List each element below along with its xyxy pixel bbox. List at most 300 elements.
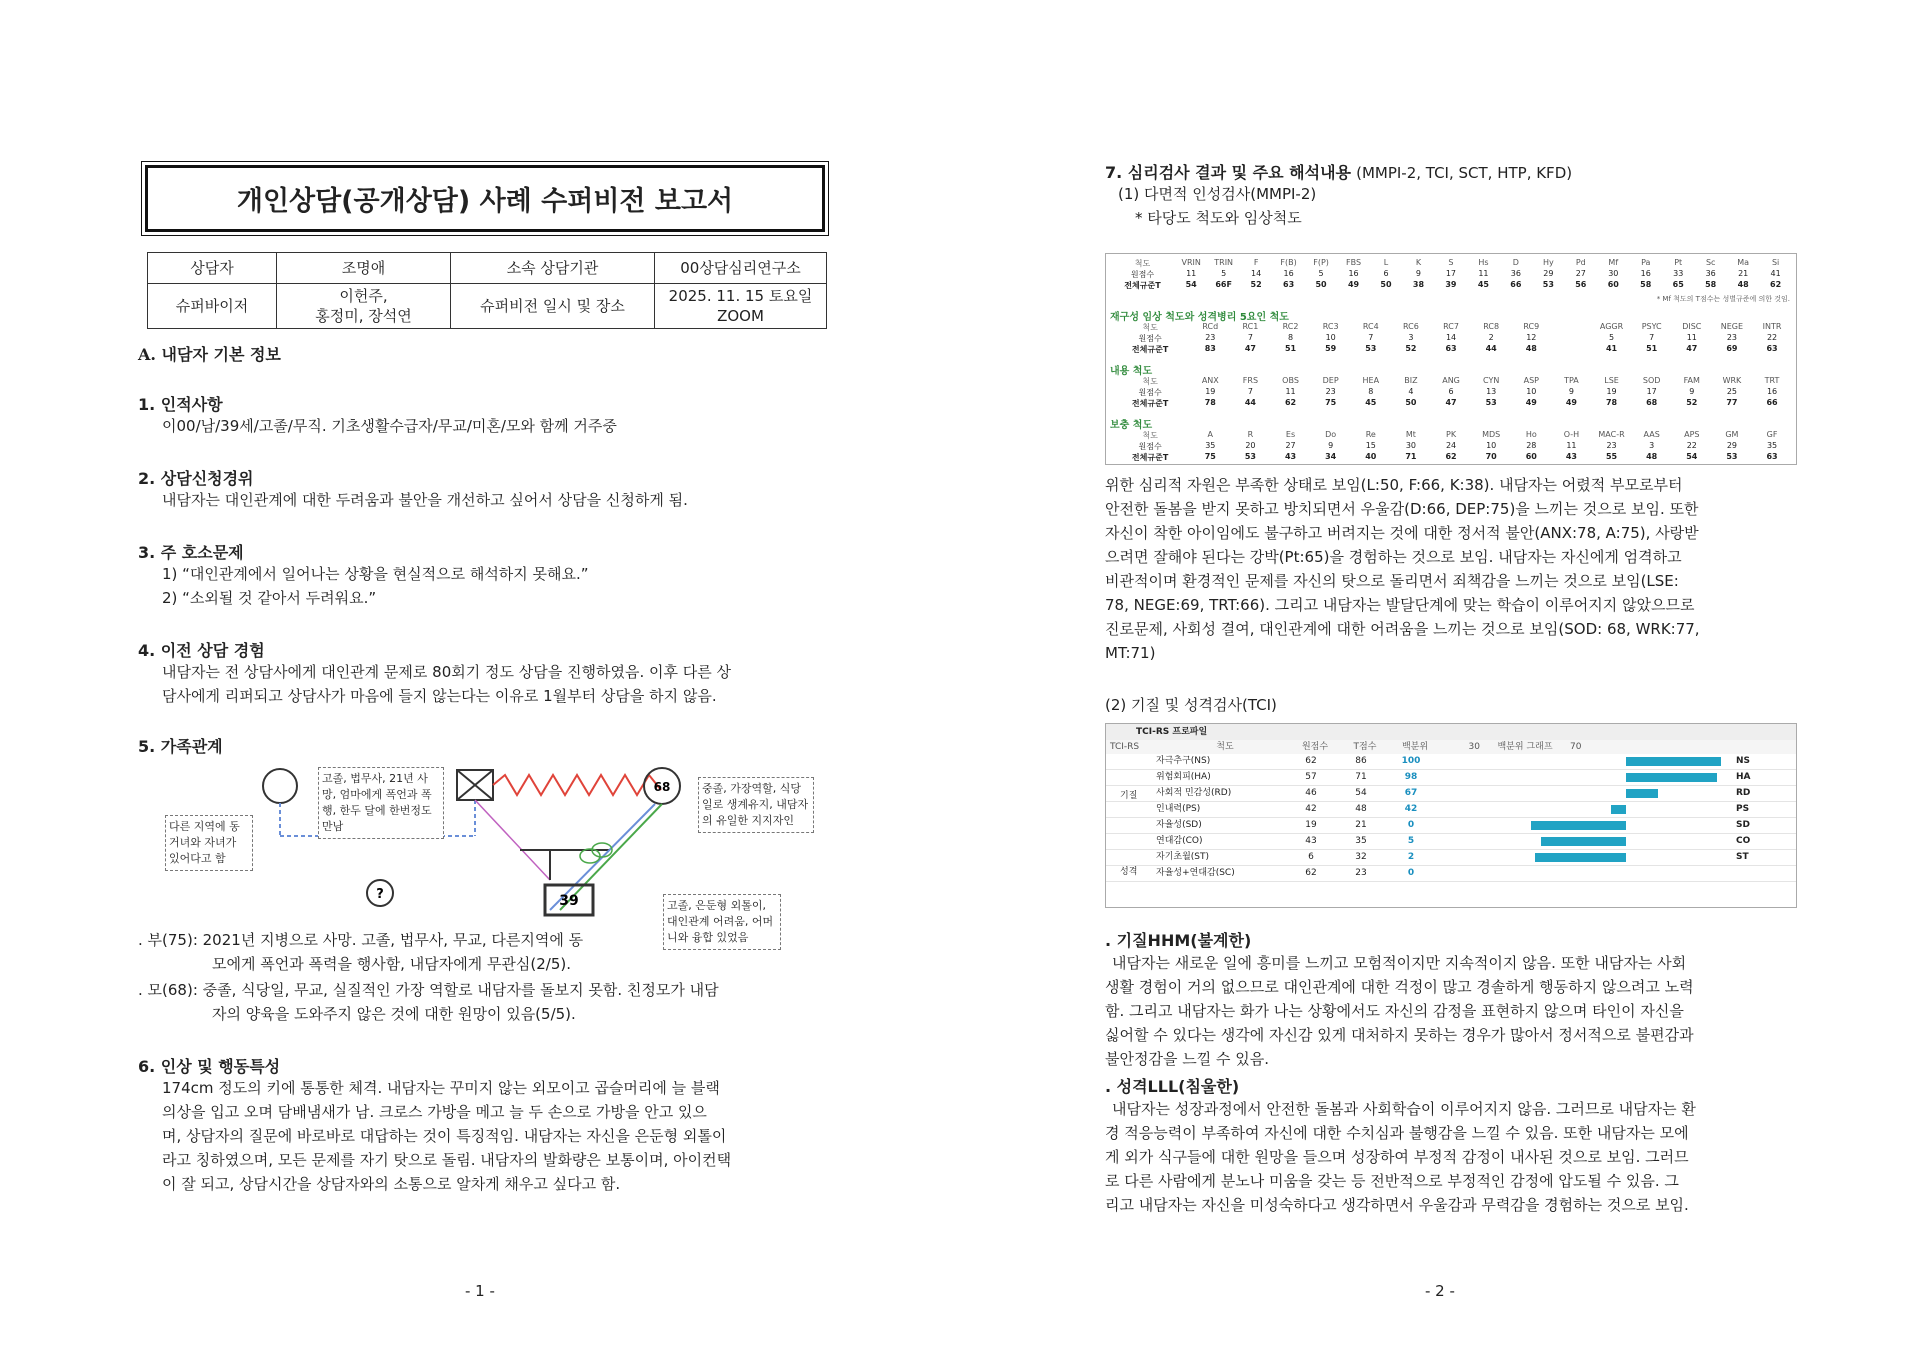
cell: 슈퍼바이저 [148, 284, 277, 329]
mmpi-cell: Hs [1478, 258, 1489, 267]
supervisor-2: 홍정미, 장석연 [315, 307, 412, 325]
mmpi-cell: F(P) [1313, 258, 1329, 267]
mmpi-p-7: 진로문제, 사회성 결여, 대인관계에 대한 어려움을 느끼는 것으로 보임(SOD: 68, WRK:77, [1105, 620, 1700, 638]
tci-cell [1106, 834, 1156, 849]
mmpi-cell: 71 [1405, 452, 1417, 461]
tci-code: PS [1736, 804, 1750, 814]
tci-cell: 0 [1407, 820, 1415, 830]
tci-cell [1106, 850, 1156, 865]
s3-heading: 3. 주 호소문제 [138, 543, 244, 562]
tci-cell: 19 [1305, 820, 1317, 830]
tci-h3: T점수 [1353, 742, 1377, 752]
mmpi-cell: Pt [1674, 258, 1683, 267]
tci-row [1106, 786, 1796, 802]
tci-code: RD [1736, 788, 1751, 798]
mmpi-cell: VRIN [1181, 258, 1201, 267]
mmpi-cell: GF [1766, 430, 1778, 439]
cell [655, 284, 827, 329]
mmpi-p-5: 비관적이며 환경적인 문제를 자신의 탓으로 돌리면서 죄책감을 느끼는 것으로 보임(LSE: [1105, 572, 1679, 590]
mmpi-cell: 44 [1244, 398, 1256, 407]
mmpi-cell: 7 [1649, 333, 1655, 342]
mmpi-cell: 5 [1609, 333, 1615, 342]
mmpi-cell: RC6 [1403, 322, 1419, 331]
cell: 00상담심리연구소 [655, 253, 827, 284]
mmpi-cell: Re [1365, 430, 1376, 439]
mmpi-cell: 3 [1649, 441, 1655, 450]
client-age: 39 [559, 893, 579, 909]
mmpi-raw-2 [1110, 333, 1792, 343]
s6-line-4: 라고 칭하였으며, 모든 문제를 자기 탓으로 돌림. 내담자의 발화량은 보통이며, 아이컨택 [162, 1151, 732, 1169]
mmpi-cell: RC2 [1282, 322, 1299, 331]
mmpi-cell: 전체규준T [1131, 453, 1169, 462]
s7-heading-wrap [1105, 160, 1572, 183]
tci-h4: 백분위 [1401, 742, 1429, 752]
tci-cell [1106, 818, 1156, 833]
tci-h5: 백분위 그래프 [1497, 742, 1553, 752]
grandmother-symbol [263, 769, 297, 803]
hhm-line-1: 내담자는 새로운 일에 흥미를 느끼고 모험적이지만 지속적이지 않음. 또한 내담자는 사회 [1112, 954, 1687, 972]
mmpi-cell: 45 [1365, 398, 1377, 407]
section-a-heading: A. 내담자 기본 정보 [138, 345, 281, 364]
lll-line-5: 리고 내담자는 자신을 미성숙하다고 생각하면서 우울감과 무력감을 경험하는 것으로 보임. [1105, 1196, 1689, 1214]
supervisor-1: 이헌주, [339, 287, 388, 305]
mmpi-cell: 5 [1318, 269, 1324, 278]
mmpi-cell: 24 [1445, 441, 1457, 450]
mmpi-raw-1 [1110, 269, 1792, 279]
mmpi-cell: 30 [1405, 441, 1417, 450]
mmpi-cell: 3 [1408, 333, 1414, 342]
mmpi-cell: 11 [1285, 387, 1296, 396]
mmpi-cell: TPA [1564, 376, 1579, 385]
tci-row [1106, 770, 1796, 786]
mmpi-cell: 52 [1686, 398, 1698, 407]
mmpi-cell: TRT [1764, 376, 1780, 385]
mmpi-cell: 23 [1726, 333, 1738, 342]
mmpi-cell: 22 [1766, 333, 1778, 342]
mmpi-cell: 75 [1204, 452, 1216, 461]
info-table [147, 252, 827, 329]
mmpi-cell: 54 [1185, 280, 1197, 289]
mmpi-subheading: * 타당도 척도와 임상척도 [1135, 209, 1302, 227]
tci-cell [1106, 802, 1156, 817]
tci-cell: 위험회피(HA) [1156, 772, 1211, 782]
lll-line-2: 경 적응능력이 부족하여 자신에 대한 수치심과 불행감을 느낄 수 있음. 또한 내담자는 모에 [1105, 1124, 1689, 1142]
mmpi-cell: 전체규준T [1131, 345, 1169, 354]
unknown-mark: ? [376, 887, 384, 902]
mmpi-cell: 68 [1646, 398, 1658, 407]
s1-text: 이00/남/39세/고졸/무직. 기초생활수급자/무교/미혼/모와 함께 거주중 [162, 417, 617, 435]
s6-line-1: 174cm 정도의 키에 통통한 체격. 내담자는 꾸미지 않는 외모이고 곱슬머리에 늘 블랙 [162, 1079, 720, 1097]
mmpi-cell: 19 [1205, 387, 1216, 396]
mother-desc-2: 자의 양육을 도와주지 않은 것에 대한 원망이 있음(5/5). [212, 1005, 576, 1023]
mmpi-cell: APS [1684, 430, 1700, 439]
mmpi-cell: 15 [1365, 441, 1376, 450]
date: 2025. 11. 15 토요일 [668, 287, 813, 305]
mmpi-cell: K [1415, 258, 1422, 267]
mmpi-cell: 10 [1486, 441, 1497, 450]
mmpi-cell: 63 [1283, 280, 1295, 289]
mmpi-cell: RC8 [1483, 322, 1500, 331]
father-desc-2: 모에게 폭언과 폭력을 행사함, 내담자에게 무관심(2/5). [212, 955, 572, 973]
mmpi-cell: 35 [1766, 441, 1778, 450]
mmpi-cell: GM [1725, 430, 1739, 439]
mmpi-cell: Pd [1575, 258, 1586, 267]
lll-line-1: 내담자는 성장과정에서 안전한 돌봄과 사회학습이 이루어지지 않음. 그러므로 내담자는 환 [1112, 1100, 1696, 1118]
mmpi-cell: DISC [1682, 322, 1702, 331]
tci-cell: 100 [1401, 756, 1421, 766]
page-number-2: - 2 - [1425, 1282, 1455, 1300]
tci-cell: 48 [1355, 804, 1367, 814]
tci-cell: 98 [1404, 772, 1418, 782]
tci-cell: 2 [1407, 852, 1415, 862]
mmpi-cell: 5 [1221, 269, 1227, 278]
tci-row [1106, 834, 1796, 850]
lll-line-3: 게 외가 식구들에 대한 원망을 들으며 성장하여 부정적 감정이 내사된 것으로 보임. 그러므 [1105, 1148, 1689, 1166]
mmpi-cell: 29 [1726, 441, 1738, 450]
tci-h2: 원점수 [1301, 742, 1329, 752]
mmpi-cell: 63 [1766, 344, 1778, 353]
mmpi-cell: RC4 [1362, 322, 1379, 331]
mmpi-cell: 척도 [1142, 377, 1158, 386]
mmpi-cell: 75 [1325, 398, 1337, 407]
tci-cell: 연대감(CO) [1156, 836, 1203, 846]
mmpi-cell: 8 [1288, 333, 1294, 342]
s6-line-5: 이 잘 되고, 상담시간을 상담자와의 소통으로 알차게 채우고 싶다고 함. [162, 1175, 621, 1193]
cell: 슈퍼비전 일시 및 장소 [451, 284, 655, 329]
mmpi-cell: ASP [1523, 376, 1539, 385]
mmpi-cell: FRS [1242, 376, 1259, 385]
tci-rows [1106, 754, 1796, 882]
mmpi-cell: 19 [1606, 387, 1617, 396]
mmpi-cell: FBS [1346, 258, 1362, 267]
mmpi-p-2: 안전한 돌봄을 받지 못하고 방치되면서 우울감(D:66, DEP:75)을 느끼는 것으로 보임. 또한 [1105, 500, 1699, 518]
mmpi-cell: 62 [1445, 452, 1457, 461]
tci-profile [1105, 723, 1797, 908]
tci-cell: 6 [1308, 852, 1314, 862]
mmpi-cell: 53 [1542, 280, 1554, 289]
mmpi-cell: 48 [1525, 344, 1537, 353]
mmpi-note: * Mf 척도의 T점수는 성별규준에 의한 것임. [1656, 295, 1790, 303]
mmpi-cell: 60 [1607, 280, 1619, 289]
mmpi-p-8: MT:71) [1105, 644, 1156, 662]
s3-text-1: 1) “대인관계에서 일어나는 상황을 현실적으로 해석하지 못해요.” [162, 565, 589, 583]
mmpi-cell: 7 [1247, 387, 1253, 396]
mmpi-cell: 50 [1380, 280, 1392, 289]
mmpi-cell: 44 [1485, 344, 1497, 353]
s7-heading-sub: (MMPI-2, TCI, SCT, HTP, KFD) [1356, 164, 1573, 182]
mmpi-scales-2 [1110, 322, 1792, 332]
mmpi-cell: 9 [1568, 387, 1574, 396]
tci-cell [1106, 754, 1156, 769]
mmpi-cell: O-H [1563, 430, 1580, 439]
mmpi-cell: 11 [1686, 333, 1697, 342]
mmpi-cell: 52 [1405, 344, 1417, 353]
tci-cell: 54 [1355, 788, 1367, 798]
mmpi-cell: 53 [1485, 398, 1497, 407]
mmpi-cell: 53 [1244, 452, 1256, 461]
mmpi-cell: 전체규준T [1124, 281, 1161, 290]
mmpi-cell: 38 [1412, 280, 1425, 289]
tci-axis-30: 30 [1468, 742, 1480, 752]
tci-cell: 46 [1305, 788, 1317, 798]
mmpi-cell: 49 [1525, 398, 1537, 407]
s3-text-2: 2) “소외될 것 같아서 두려워요.” [162, 589, 377, 607]
mmpi-cell: Hy [1542, 258, 1554, 267]
mmpi-cell: 49 [1565, 398, 1577, 407]
tci-row [1106, 754, 1796, 770]
cell: 소속 상담기관 [451, 253, 655, 284]
mmpi-group-4: 보충 척도 [1110, 420, 1153, 431]
mmpi-cell: PK [1446, 430, 1457, 439]
mmpi-cell: 47 [1445, 398, 1457, 407]
mmpi-cell [1551, 344, 1591, 354]
mmpi-cell: 16 [1640, 269, 1651, 278]
mmpi-cell: 척도 [1142, 431, 1158, 440]
mmpi-scales-1 [1110, 258, 1792, 268]
tci-cell: 62 [1305, 756, 1317, 766]
tci-bar [1535, 853, 1626, 862]
mmpi-raw-4 [1110, 441, 1792, 451]
tci-h0: TCI-RS [1110, 742, 1140, 752]
mmpi-cell: 11 [1186, 269, 1197, 278]
mmpi-cell: 11 [1566, 441, 1577, 450]
mmpi-cell: RC7 [1443, 322, 1459, 331]
mmpi-cell: Do [1325, 430, 1337, 439]
tci-cell: 23 [1355, 868, 1367, 878]
mmpi-cell: 77 [1726, 398, 1738, 407]
mmpi-cell: MAC-R [1598, 430, 1625, 439]
father-desc: . 부(75): 2021년 지병으로 사망. 고졸, 법무사, 무교, 다른지역에 동 [138, 931, 584, 949]
mmpi-cell: 52 [1250, 280, 1262, 289]
tci-cell: 5 [1407, 836, 1415, 846]
tci-group-temperament: 기질 [1120, 791, 1138, 801]
mmpi-cell: S [1448, 258, 1454, 267]
s1-heading: 1. 인적사항 [138, 395, 223, 414]
mmpi-cell: 70 [1485, 452, 1497, 461]
tci-axis-70: 70 [1570, 742, 1582, 752]
mmpi-cell: INTR [1762, 322, 1782, 331]
mmpi-cell: 78 [1204, 398, 1216, 407]
tci-bar [1541, 837, 1627, 846]
lll-heading: . 성격LLL(침울한) [1105, 1077, 1240, 1096]
cell [277, 284, 451, 329]
mmpi-cell: 25 [1726, 387, 1738, 396]
tci-code: NS [1736, 756, 1751, 766]
mmpi-cell: MDS [1482, 430, 1501, 439]
mmpi-cell: 40 [1365, 452, 1377, 461]
mmpi-cell: 척도 [1134, 259, 1151, 268]
tci-cell: 62 [1305, 868, 1317, 878]
mmpi-cell: 41 [1770, 269, 1781, 278]
mmpi-scales-4 [1110, 430, 1792, 440]
s7-heading: 7. 심리검사 결과 및 주요 해석내용 [1105, 163, 1351, 182]
tci-heading: (2) 기질 및 성격검사(TCI) [1105, 696, 1277, 714]
mmpi-heading: (1) 다면적 인성검사(MMPI-2) [1118, 185, 1317, 203]
mmpi-cell: ANX [1201, 376, 1219, 385]
mmpi-cell: 7 [1247, 333, 1253, 342]
mmpi-cell: 36 [1705, 269, 1716, 278]
mmpi-cell: RC3 [1322, 322, 1339, 331]
mmpi-cell: L [1383, 258, 1389, 267]
mmpi-cell: 30 [1608, 269, 1619, 278]
tci-code: HA [1736, 772, 1751, 782]
tci-h1: 척도 [1216, 742, 1234, 752]
mmpi-cell: 62 [1770, 280, 1782, 289]
hhm-line-4: 싫어할 수 있다는 생각에 자신감 있게 대처하지 못하는 경우가 많아서 정서적으로 불편감과 [1105, 1026, 1694, 1044]
mmpi-cell: Es [1285, 430, 1296, 439]
mmpi-cell: 56 [1575, 280, 1587, 289]
mmpi-cell: 7 [1368, 333, 1374, 342]
mmpi-cell: 50 [1405, 398, 1417, 407]
mmpi-cell: 전체규준T [1131, 399, 1169, 408]
mmpi-t-4 [1110, 452, 1792, 462]
mmpi-cell: 41 [1605, 344, 1618, 353]
mmpi-cell: A [1207, 430, 1214, 439]
mmpi-cell: 49 [1347, 280, 1360, 289]
s6-line-2: 의상을 입고 오며 담배냄새가 남. 크로스 가방을 메고 늘 두 손으로 가방을 안고 있으 [162, 1103, 707, 1121]
mmpi-cell: 60 [1525, 452, 1537, 461]
tci-header [1106, 740, 1796, 754]
tci-code: CO [1736, 836, 1751, 846]
mmpi-p-6: 78, NEGE:69, TRT:66). 그리고 내담자는 발달단계에 맞는 학습이 이루어지지 않았으므로 [1105, 596, 1695, 614]
report-title: 개인상담(공개상담) 사례 수퍼비전 보고서 [145, 165, 825, 232]
mmpi-cell: 9 [1328, 441, 1334, 450]
tci-row [1106, 850, 1796, 866]
mmpi-cell: 47 [1244, 344, 1256, 353]
mmpi-cell: 14 [1251, 269, 1262, 278]
mmpi-cell: 척도 [1142, 323, 1158, 332]
mmpi-cell: PSYC [1641, 322, 1662, 331]
mmpi-cell: 66 [1510, 280, 1522, 289]
mmpi-scales-3 [1110, 376, 1792, 386]
mmpi-t-2 [1110, 344, 1792, 354]
tci-cell: 67 [1404, 788, 1418, 798]
mmpi-cell: CYN [1483, 376, 1500, 385]
tci-cell [1106, 770, 1156, 785]
tci-title: TCI-RS 프로파일 [1106, 724, 1796, 740]
tci-cell: 사회적 민감성(RD) [1156, 788, 1232, 798]
mmpi-cell: 원점수 [1138, 442, 1162, 451]
tci-cell: 21 [1355, 820, 1367, 830]
mmpi-cell: 27 [1285, 441, 1296, 450]
mmpi-cell: 21 [1738, 269, 1749, 278]
s4-text-1: 내담자는 전 상담사에게 대인관계 문제로 80회기 정도 상담을 진행하였음. 이후 다른 상 [162, 663, 731, 681]
conflict-line [493, 775, 661, 795]
mmpi-cell: 원점수 [1138, 334, 1162, 343]
s4-heading: 4. 이전 상담 경험 [138, 641, 265, 660]
mmpi-cell: Mt [1405, 430, 1416, 439]
tci-cell: 인내력(PS) [1156, 804, 1201, 814]
tci-code: ST [1736, 852, 1749, 862]
mmpi-cell: 9 [1689, 387, 1695, 396]
mmpi-cell: 58 [1640, 280, 1652, 289]
mmpi-cell: Mf [1608, 258, 1619, 267]
mmpi-p-3: 자신이 착한 아이임에도 불구하고 버려지는 것에 대한 정서적 불안(ANX:78, A:75), 사랑받 [1105, 524, 1699, 542]
s5-heading: 5. 가족관계 [138, 737, 223, 756]
mmpi-cell: 10 [1526, 387, 1537, 396]
mmpi-cell: 13 [1486, 387, 1497, 396]
mmpi-p-4: 으려면 잘해야 된다는 강박(Pt:65)을 경험하는 것으로 보임. 내담자는 자신에게 엄격하고 [1105, 548, 1682, 566]
tci-code: SD [1736, 820, 1750, 830]
page-number: - 1 - [465, 1282, 495, 1300]
mmpi-cell: 17 [1646, 387, 1657, 396]
mmpi-cell: 8 [1368, 387, 1374, 396]
mmpi-cell: DEP [1322, 376, 1339, 385]
mmpi-cell: RCd [1202, 322, 1219, 331]
tci-row [1106, 802, 1796, 818]
genogram-note-bottom: 고졸, 은둔형 외톨이, 대인관계 어려움, 어머니와 융합 있었음 [663, 894, 781, 950]
mmpi-t-3 [1110, 398, 1792, 408]
mmpi-cell: HEA [1362, 376, 1380, 385]
mmpi-cell [1551, 322, 1591, 332]
mmpi-cell: 12 [1526, 333, 1537, 342]
mmpi-cell: 33 [1673, 269, 1684, 278]
mmpi-cell: F(B) [1280, 258, 1297, 267]
tci-cell: 57 [1305, 772, 1317, 782]
mmpi-cell: 63 [1766, 452, 1778, 461]
mmpi-p-1: 위한 심리적 자원은 부족한 상태로 보임(L:50, F:66, K:38). 내담자는 어렸적 부모로부터 [1105, 476, 1683, 494]
mmpi-cell: 16 [1283, 269, 1294, 278]
mmpi-cell: 22 [1686, 441, 1697, 450]
mmpi-cell: Pa [1641, 258, 1651, 267]
tci-cell: 43 [1305, 836, 1317, 846]
hhm-line-5: 불안정감을 느낄 수 있음. [1105, 1050, 1269, 1068]
mmpi-cell: 원점수 [1130, 270, 1155, 279]
tci-cell: 자극추구(NS) [1156, 756, 1211, 766]
mmpi-cell: 48 [1646, 452, 1658, 461]
tci-cell: 86 [1355, 756, 1367, 766]
mmpi-cell: TRIN [1214, 258, 1234, 267]
tci-cell: 42 [1404, 804, 1418, 814]
genogram-note-left: 다른 지역에 동거녀와 자녀가 있어다고 함 [165, 815, 253, 871]
mmpi-cell: 14 [1445, 333, 1457, 342]
mmpi-cell: 23 [1606, 441, 1617, 450]
tci-cell: 자율성(SD) [1156, 820, 1202, 830]
mmpi-raw-3 [1110, 387, 1792, 397]
mmpi-group-3: 내용 척도 [1110, 366, 1153, 377]
mmpi-cell: OBS [1282, 376, 1299, 385]
mmpi-cell: 16 [1348, 269, 1359, 278]
tci-cell: 자율성+연대감(SC) [1156, 868, 1235, 878]
s4-text-2: 담사에게 리퍼되고 상담사가 마음에 들지 않는다는 이유로 1월부터 상담을 하지 않음. [162, 687, 717, 705]
mmpi-cell: WRK [1722, 376, 1742, 385]
mmpi-cell: 43 [1284, 452, 1297, 461]
s2-text: 내담자는 대인관계에 대한 두려움과 불안을 개선하고 싶어서 상담을 신청하게 됨. [162, 491, 688, 509]
mmpi-cell: 39 [1445, 280, 1457, 289]
tci-bar [1626, 789, 1658, 798]
cell: 조명애 [277, 253, 451, 284]
mmpi-cell: NEGE [1720, 322, 1744, 331]
mmpi-group-2: 재구성 임상 척도와 성격병리 5요인 척도 [1110, 312, 1289, 323]
tci-group-character: 성격 [1120, 867, 1138, 877]
mmpi-chart [1105, 253, 1797, 465]
mmpi-cell: 원점수 [1138, 388, 1162, 397]
mmpi-cell: AGGR [1599, 322, 1624, 331]
mmpi-cell: 65 [1672, 280, 1684, 289]
mmpi-cell: 58 [1705, 280, 1717, 289]
mmpi-cell: FAM [1683, 376, 1700, 385]
tci-bar [1626, 773, 1717, 782]
mmpi-cell: 45 [1477, 280, 1489, 289]
genogram-note-top: 고졸, 법무사, 21년 사망, 엄마에게 폭언과 폭행, 한두 달에 한번정도 만남 [318, 767, 444, 839]
mmpi-cell: 6 [1383, 269, 1389, 278]
mmpi-t-1 [1110, 280, 1792, 290]
mmpi-cell: ANG [1442, 376, 1460, 385]
tci-cell: 71 [1355, 772, 1367, 782]
tci-cell: 자기초월(ST) [1156, 852, 1210, 862]
mmpi-cell: Sc [1705, 258, 1716, 267]
hhm-heading: . 기질HHM(불계한) [1105, 931, 1252, 950]
